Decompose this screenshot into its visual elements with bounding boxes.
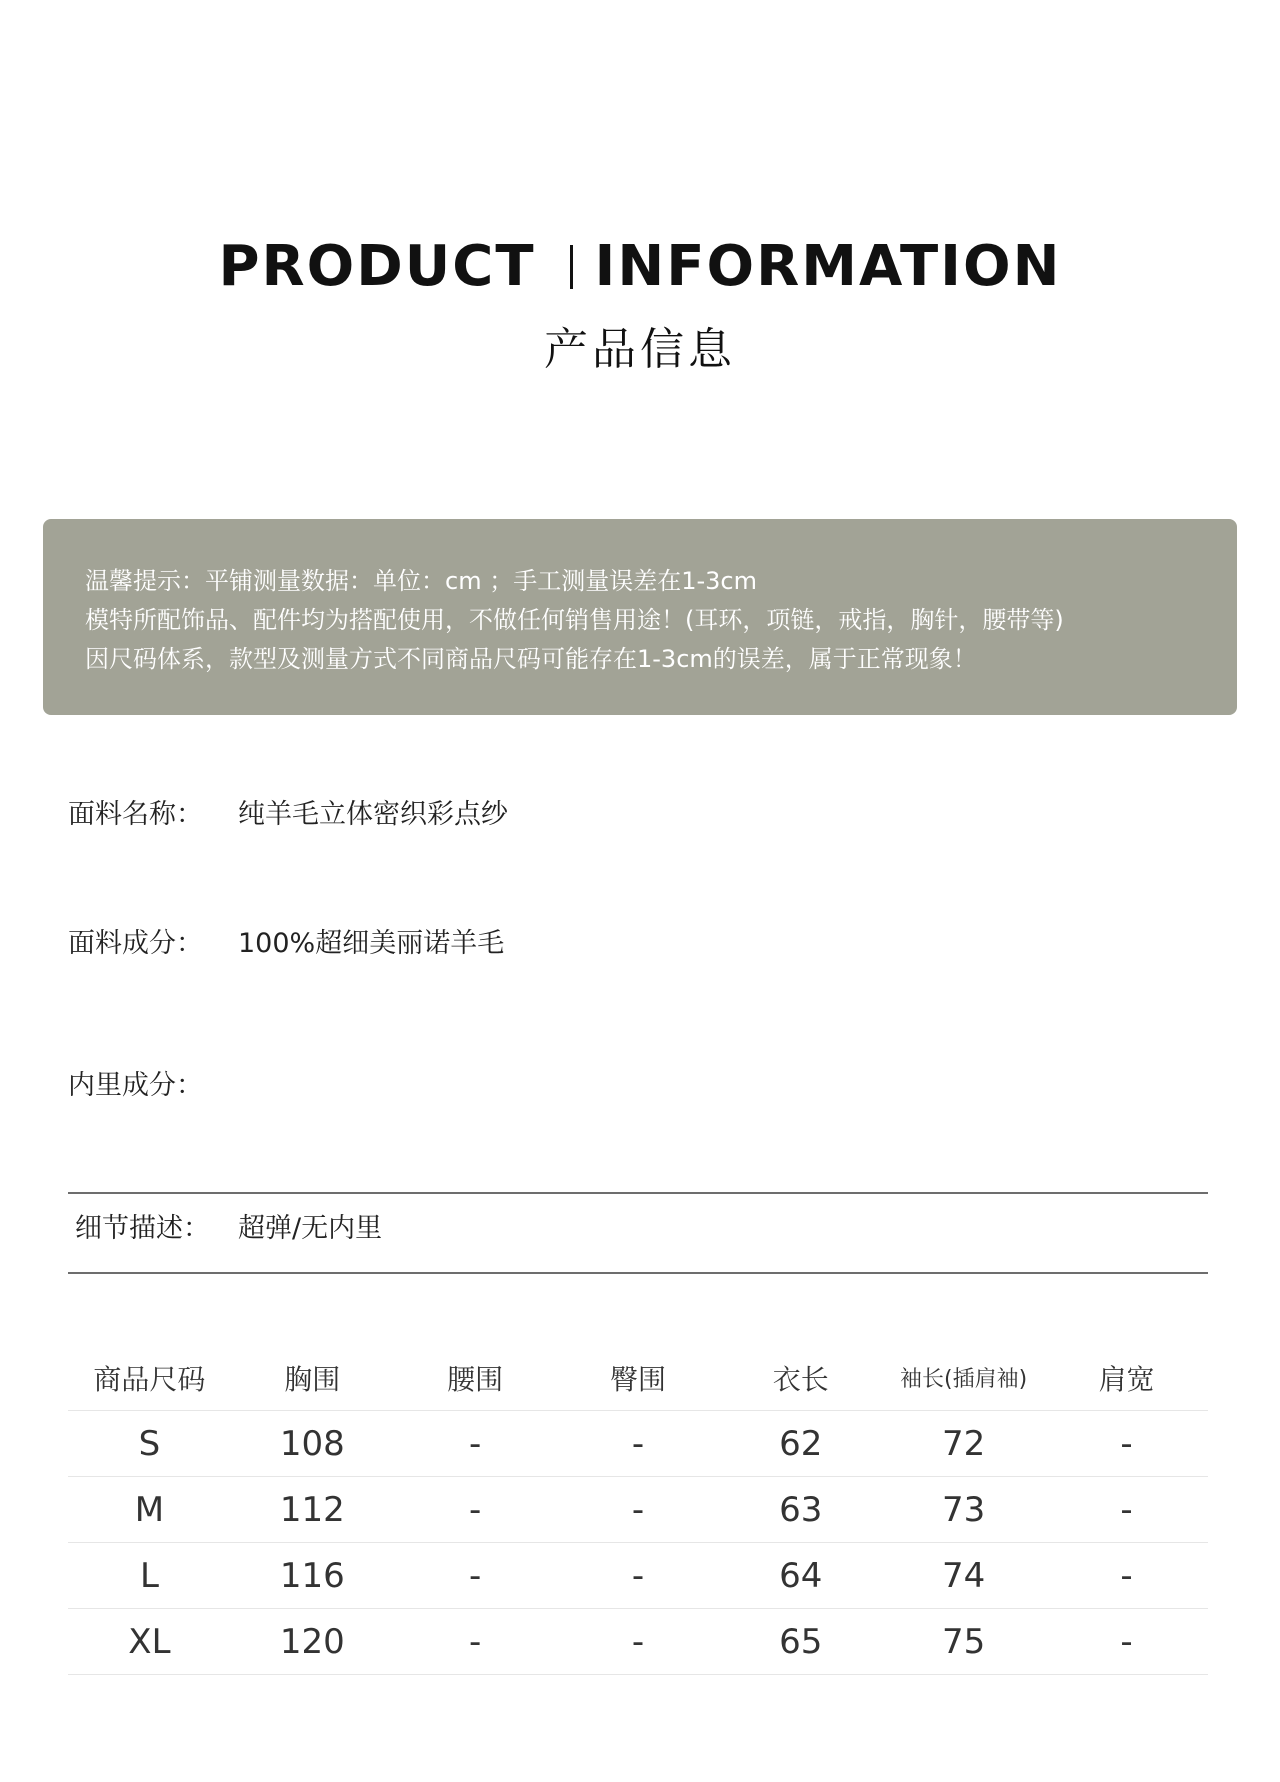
size-cell: S xyxy=(138,1423,161,1464)
size-cell: M xyxy=(134,1489,165,1530)
table-cell: 65 xyxy=(779,1621,823,1662)
title-separator xyxy=(570,245,573,289)
header-cell: 商品尺码 xyxy=(93,1362,206,1396)
table-cell: - xyxy=(1120,1489,1133,1530)
notice-line: 模特所配饰品、配件均为搭配使用，不做任何销售用途！(耳环，项链，戒指，胸针，腰带等) xyxy=(85,606,1064,634)
fabric-composition-label: 面料成分： xyxy=(68,928,203,959)
lining-row xyxy=(68,1068,203,1104)
page-title xyxy=(0,232,1280,302)
table-cell: 116 xyxy=(279,1555,345,1596)
table-cell: - xyxy=(1120,1621,1133,1662)
table-cell: 73 xyxy=(942,1489,986,1530)
fabric-name-label: 面料名称： xyxy=(68,799,203,830)
header-cell: 胸围 xyxy=(284,1362,341,1396)
title-left: PRODUCT xyxy=(218,234,536,299)
table-cell: - xyxy=(1120,1423,1133,1464)
table-cell: 120 xyxy=(279,1621,345,1662)
detail-row xyxy=(75,1211,383,1247)
size-cell: L xyxy=(139,1555,159,1596)
table-cell: - xyxy=(631,1621,645,1662)
table-cell: - xyxy=(468,1489,482,1530)
table-cell: - xyxy=(468,1423,482,1464)
header-cell: 臀围 xyxy=(609,1362,666,1396)
table-cell: - xyxy=(631,1489,645,1530)
table-cell: 72 xyxy=(942,1423,986,1464)
divider-top xyxy=(68,1192,1208,1194)
detail-label: 细节描述： xyxy=(75,1213,210,1244)
size-table-header xyxy=(68,1345,1208,1411)
header-cell: 肩宽 xyxy=(1098,1362,1155,1396)
table-cell: - xyxy=(1120,1555,1133,1596)
table-cell: - xyxy=(631,1423,645,1464)
title-right: INFORMATION xyxy=(594,234,1062,299)
table-cell: 62 xyxy=(779,1423,823,1464)
table-cell: 112 xyxy=(279,1489,345,1530)
table-cell: - xyxy=(631,1555,645,1596)
size-cell: XL xyxy=(128,1621,171,1662)
header-cell: 袖长(插肩袖) xyxy=(900,1367,1028,1392)
table-row xyxy=(68,1477,1208,1543)
lining-label: 内里成分： xyxy=(68,1070,203,1101)
notice-line: 温馨提示：平铺测量数据：单位：cm ；手工测量误差在1-3cm xyxy=(85,567,757,595)
page-subtitle: 产品信息 xyxy=(544,324,736,375)
header-cell: 腰围 xyxy=(447,1362,504,1396)
table-cell: 74 xyxy=(942,1555,986,1596)
fabric-composition-row xyxy=(68,926,505,962)
notice-box xyxy=(43,519,1237,715)
fabric-name-row xyxy=(68,797,508,833)
table-cell: 75 xyxy=(942,1621,986,1662)
header-cell: 衣长 xyxy=(772,1362,829,1396)
table-cell: 64 xyxy=(779,1555,823,1596)
notice-line: 因尺码体系，款型及测量方式不同商品尺码可能存在1-3cm的误差，属于正常现象！ xyxy=(85,645,977,673)
fabric-composition-value: 100%超细美丽诺羊毛 xyxy=(238,928,505,959)
divider-bottom xyxy=(68,1272,1208,1274)
table-cell: 108 xyxy=(279,1423,345,1464)
fabric-name-value: 纯羊毛立体密织彩点纱 xyxy=(238,799,508,830)
table-row xyxy=(68,1609,1208,1675)
table-cell: - xyxy=(468,1555,482,1596)
table-cell: - xyxy=(468,1621,482,1662)
table-row xyxy=(68,1411,1208,1477)
detail-value: 超弹/无内里 xyxy=(238,1213,383,1244)
size-table xyxy=(68,1345,1208,1675)
table-cell: 63 xyxy=(779,1489,823,1530)
table-row xyxy=(68,1543,1208,1609)
